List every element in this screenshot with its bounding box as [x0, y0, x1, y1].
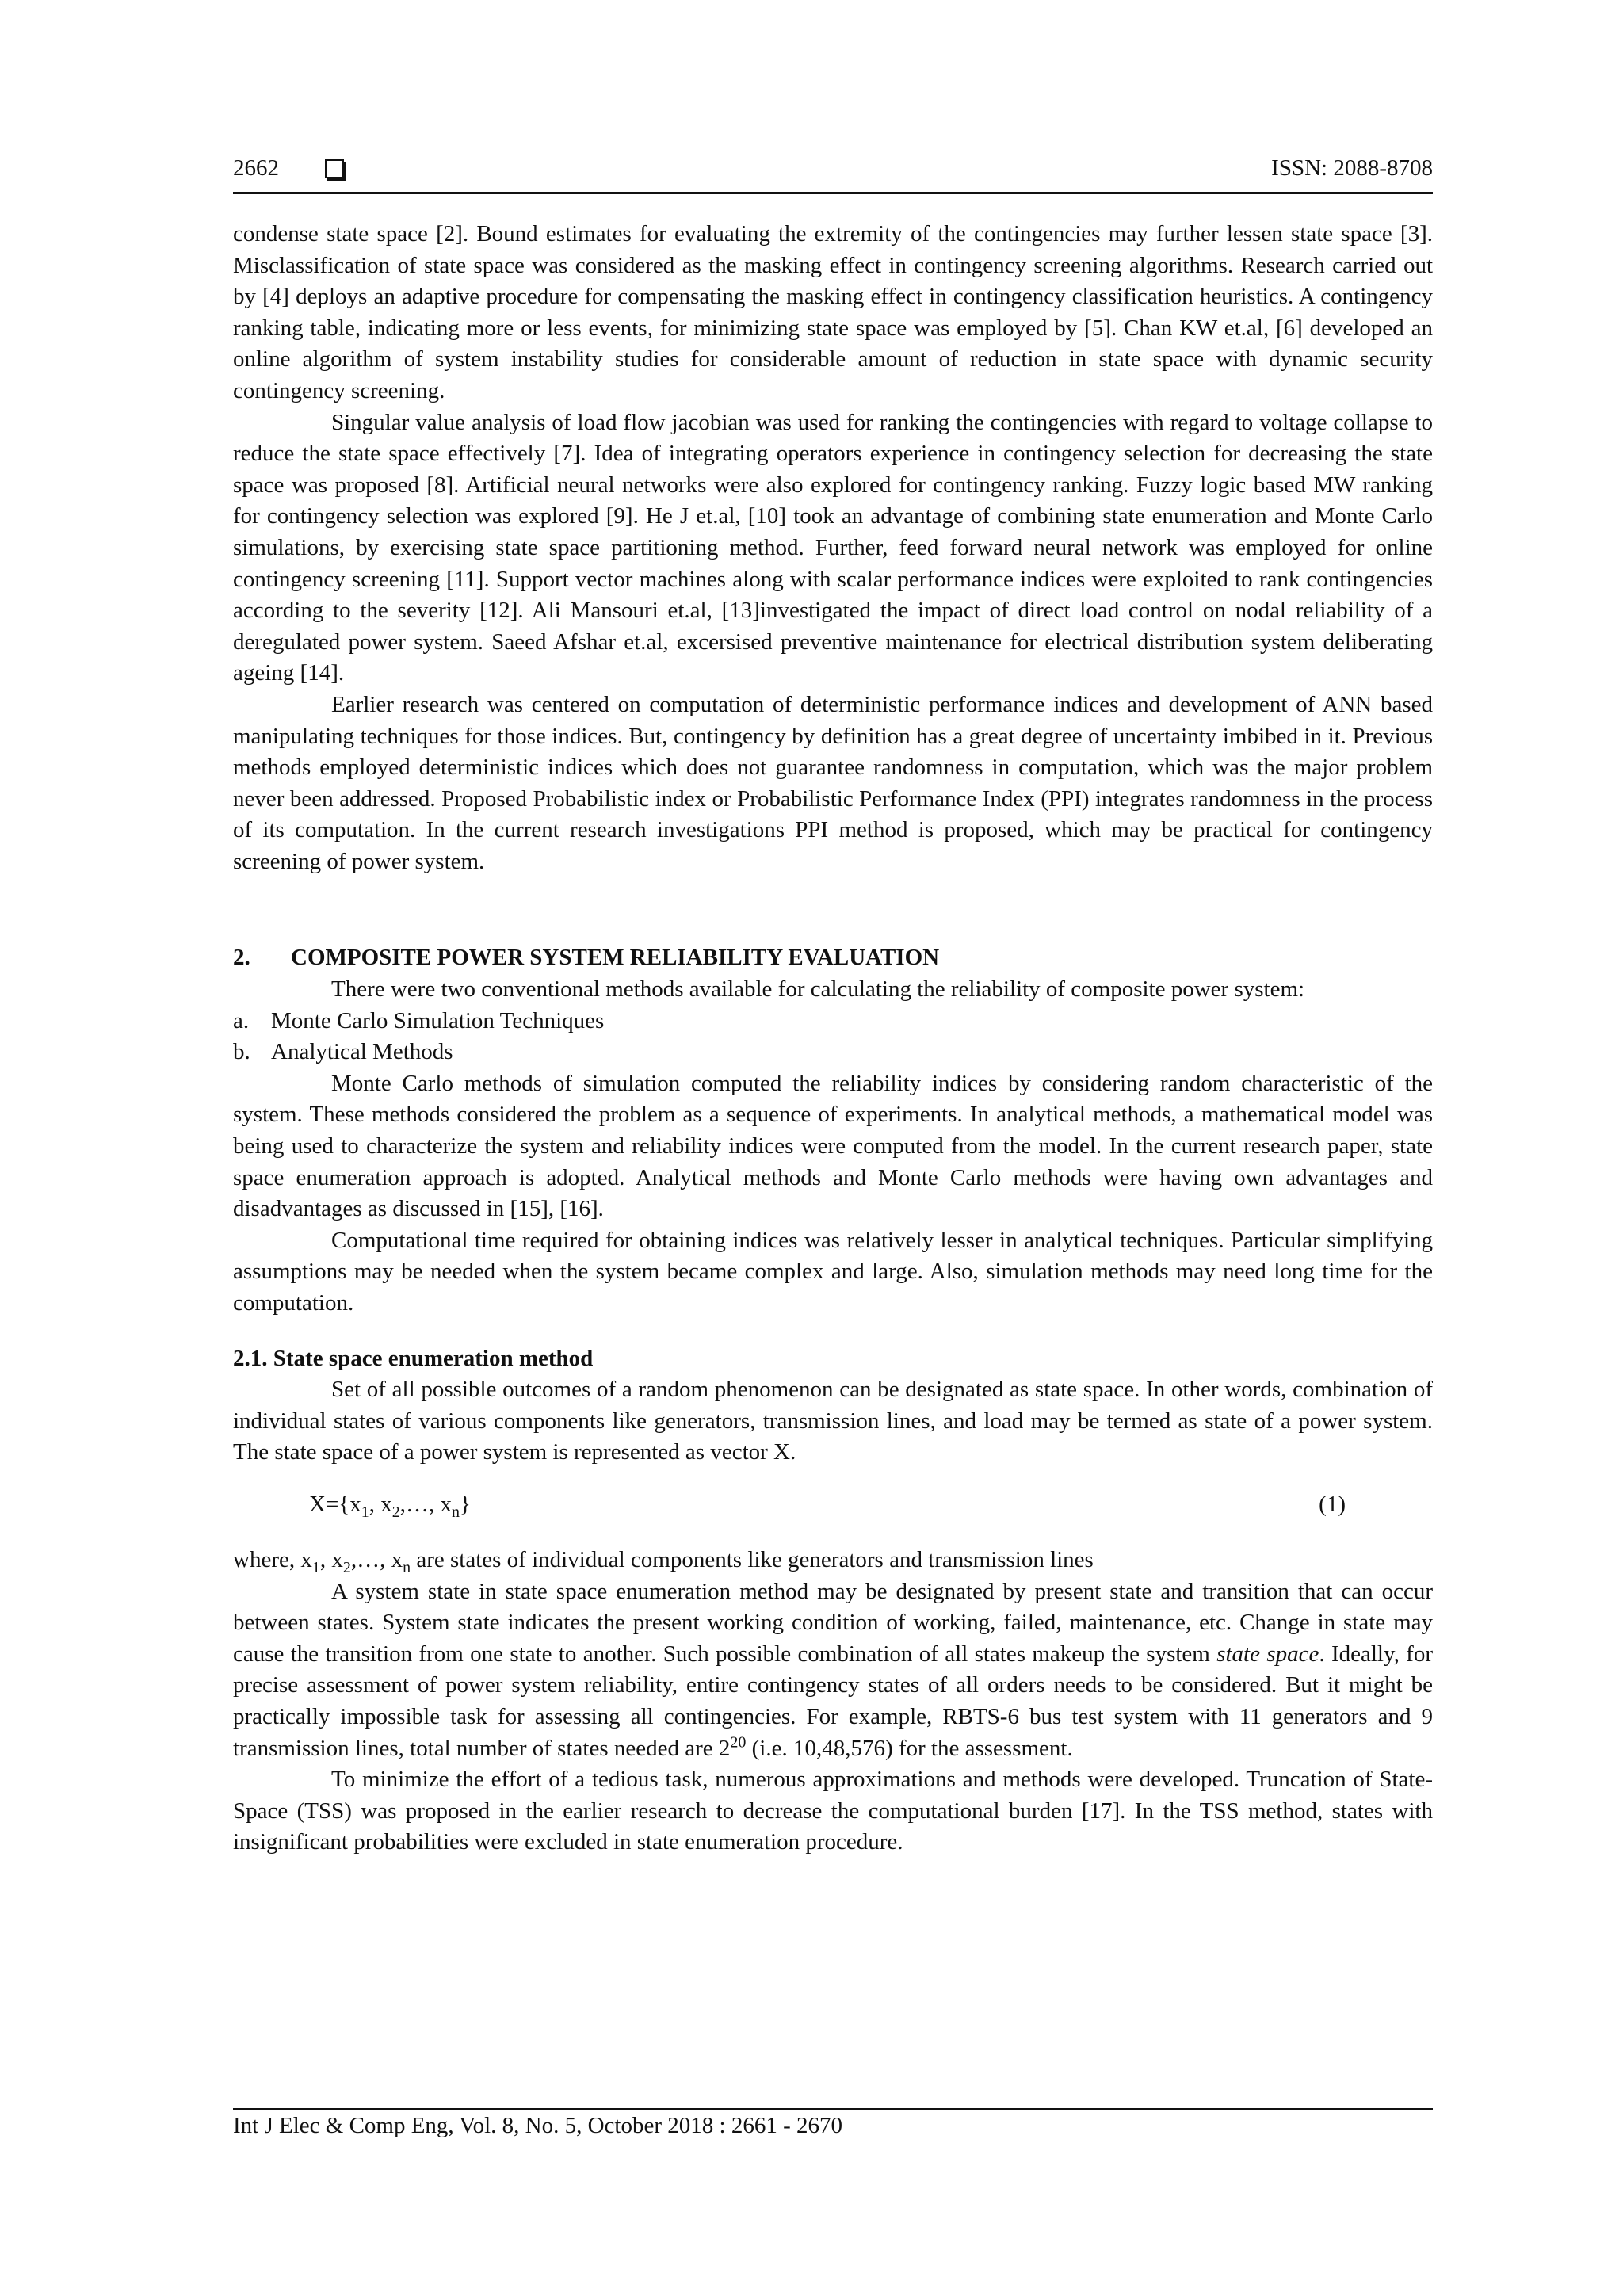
section-heading — [233, 942, 1433, 974]
list-label: b. — [233, 1039, 250, 1065]
footer-divider — [233, 2108, 1433, 2110]
list-label: a. — [233, 1007, 250, 1033]
page-number: 2662 — [233, 155, 279, 181]
footer-citation: Int J Elec & Comp Eng, Vol. 8, No. 5, October 2018 : 2661 - 2670 — [233, 2113, 842, 2138]
page-header — [233, 155, 1433, 195]
equation-number: (1) — [1319, 1491, 1346, 1517]
paragraph: where, $x_1$, $x_2,\dots$, $x_n$ are states of individual components like generators and transmission lines — [233, 1546, 1094, 1576]
paragraph: Singular value analysis of load flow jacobian was used for ranking the contingencies with regard to voltage collapse to reduce the state space effectively [7]. Idea of integrating operators experience in contingency selection for decreasing the state space was proposed [8]. Artificial neural networks were also explored for contingency ranking. Fuzzy logic based MW ranking for contingency selection was explored [9]. He J et.al, [10] took an advantage of combining state enumeration and Monte Carlo simulations, by exercising state space partitioning method. Further, feed forward neural network was employed for online contingency screening [11]. Support vector machines along with scalar performance indices were exploited to rank contingencies according to the severity [12]. Ali Mansouri et.al, [13]investigated the impact of direct load control on nodal reliability of a deregulated power system. Saeed Afshar et.al, excersised preventive maintenance for electrical distribution system deliberating ageing [14]. — [233, 409, 1433, 686]
issn: ISSN: 2088-8708 — [1271, 155, 1433, 181]
equation — [233, 1489, 1433, 1521]
section-number: 2. — [233, 945, 250, 971]
paragraph: There were two conventional methods available for calculating the reliability of composite power system: — [331, 976, 1305, 1003]
paragraph: condense state space [2]. Bound estimates for evaluating the extremity of the contingencies may further lessen state space [3]. Misclassification of state space was considered as the masking effect in contingency screening algorithms. Research carried out by [4] deploys an adaptive procedure for compensating the masking effect in contingency classification heuristics. A contingency ranking table, indicating more or less events, for minimizing state space was employed by [5]. Chan KW et.al, [6] developed an online algorithm of system instability studies for considerable amount of reduction in state space with dynamic security contingency screening. — [233, 221, 1433, 403]
paragraph: Monte Carlo methods of simulation computed the reliability indices by considering random characteristic of the system. These methods considered the problem as a sequence of experiments. In analytical methods, a mathematical model was being used to characterize the system and reliability indices were computed from the model. In the current research paper, state space enumeration approach is adopted. Analytical methods and Monte Carlo methods were having own advantages and disadvantages as discussed in [15], [16]. — [233, 1070, 1433, 1222]
list-text: Monte Carlo Simulation Techniques — [271, 1007, 605, 1033]
header-divider — [233, 192, 1433, 194]
list-text: Analytical Methods — [271, 1039, 453, 1065]
list-item — [233, 1006, 1433, 1037]
section-title: COMPOSITE POWER SYSTEM RELIABILITY EVALUATION — [291, 945, 940, 971]
list-item — [233, 1037, 1433, 1068]
paragraph: Set of all possible outcomes of a random phenomenon can be designated as state space. In other words, combination of individual states of various components like generators, transmission lines, and load may be termed as state of a power system. The state space of a power system is represented as vector X. — [233, 1377, 1433, 1465]
paragraph: To minimize the effort of a tedious task, numerous approximations and methods were developed. Truncation of State-Space (TSS) was proposed in the earlier research to decrease the computational burden [17]. In the TSS method, states with insignificant probabilities were excluded in state enumeration procedure. — [233, 1767, 1433, 1855]
box-icon — [325, 159, 344, 178]
article-body — [233, 219, 1433, 1859]
paragraph: Computational time required for obtaining indices was relatively lesser in analytical techniques. Particular simplifying assumptions may be needed when the system became complex and large. Also, simulation methods may need long time for the computation. — [233, 1227, 1433, 1316]
equation-expression: $X=\{x_1$, $x_2,\dots$, $x_n$} — [309, 1491, 471, 1521]
paragraph: A system state in state space enumeration method may be designated by present state and transition that can occur between states. System state indicates the present working condition of working, failed, maintenance, etc. Change in state may cause the transition from one state to another. Such possible combination of all states makeup the system state space. Ideally, for precise assessment of power system reliability, entire contingency states of all orders needs to be considered. But it might be practically impossible task for assessing all contingencies. For example, RBTS-6 bus test system with 11 generators and 9 transmission lines, total number of states needed are $2^{20}$ (i.e. 10,48,576) for the assessment. — [233, 1578, 1433, 1761]
subsection-heading: 2.1. State space enumeration method — [233, 1345, 594, 1371]
paragraph: Earlier research was centered on computation of deterministic performance indices and development of ANN based manipulating techniques for those indices. But, contingency by definition has a great degree of uncertainty imbibed in it. Previous methods employed deterministic indices which does not guarantee randomness in computation, which was the major problem never been addressed. Proposed Probabilistic index or Probabilistic Performance Index (PPI) integrates randomness in the process of its computation. In the current research investigations PPI method is proposed, which may be practical for contingency screening of power system. — [233, 691, 1433, 874]
